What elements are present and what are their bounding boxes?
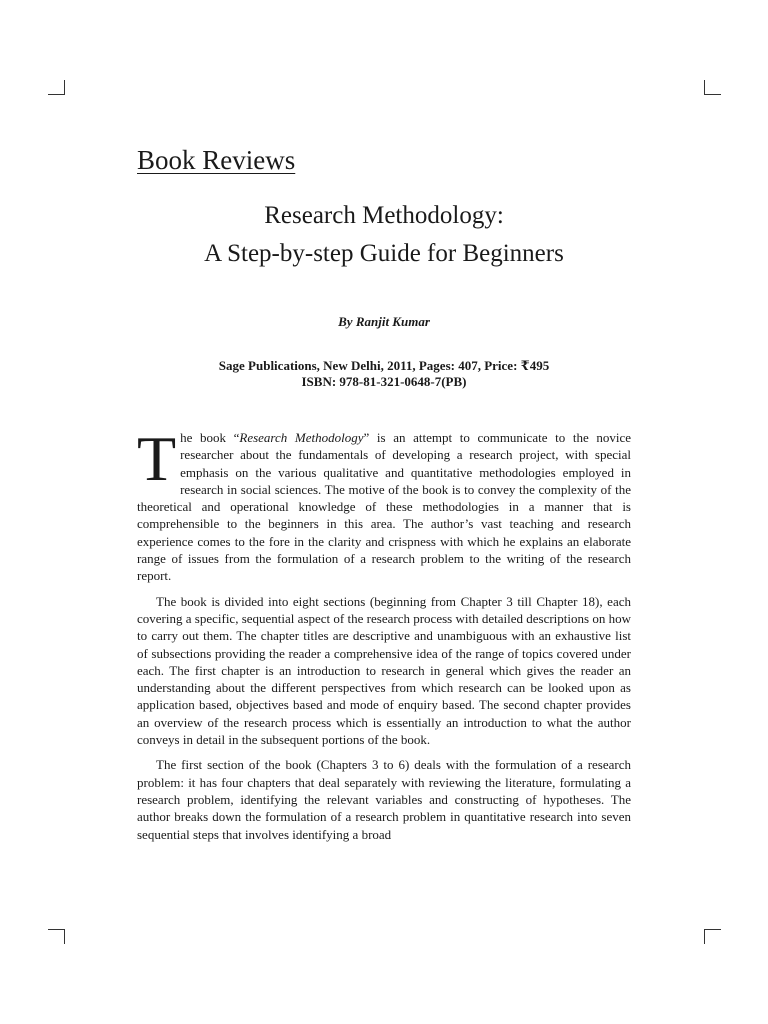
drop-cap: T [137,423,177,494]
paragraph-3: The first section of the book (Chapters 3 to 6) deals with the formulation of a research problem: it has four chapters that deal separately with reviewing the literature, formulating a research problem, identifying the relevant variables and constructing of hypotheses. The author breaks down the formulation of a research problem in quantitative research into seven sequential steps that involves identifying a broad [137,757,631,842]
isbn: ISBN: 978-81-321-0648-7(PB) [301,374,467,389]
review-body [137,423,631,851]
crop-mark-top-left [48,80,65,95]
crop-mark-bottom-left [48,929,65,944]
publication-info [137,358,631,390]
paragraph-1 [137,423,631,585]
paragraph-1-lead: he book “ [180,430,240,445]
crop-mark-top-right [704,80,721,95]
crop-mark-bottom-right [704,929,721,944]
paragraph-2: The book is divided into eight sections (beginning from Chapter 3 till Chapter 18), each covering a specific, sequential aspect of the research process with detailed descriptions on how to carry out them. The chapter titles are descriptive and unambiguous with an exhaustive list of subsections providing the reader a comprehensive idea of the range of topics covered under each. The first chapter is an introduction to research in general which gives the reader an understanding about the different perspectives from which research can be looked upon as application based, objectives based and mode of enquiry based. The second chapter provides an overview of the research process which is essentially an introduction to what the author conveys in detail in the subsequent portions of the book. [137,593,631,748]
book-title-line-1: Research Methodology: [264,202,504,229]
book-title-line-2: A Step-by-step Guide for Beginners [204,240,564,267]
publication-details: Sage Publications, New Delhi, 2011, Pages: 407, Price: ₹495 [218,358,550,373]
section-heading: Book Reviews [137,145,296,175]
book-author: By Ranjit Kumar [338,314,430,329]
paragraph-1-rest: ” is an attempt to communicate to the novice researcher about the fundamentals of developing a research project, with special emphasis on the various qualitative and quantitative methodologies employed in research in social sciences. The motive of the book is to convey the complexity of the theoretical and operational knowledge of these methodologies in a manner that is comprehensible to the beginners in this area. The author’s vast teaching and research experience comes to the fore in the clarity and crispness with which he explains an elaborate range of issues from the formulation of a research problem to the writing of the research report. [137,430,631,584]
paragraph-1-book-title: Research Methodology [239,430,364,445]
